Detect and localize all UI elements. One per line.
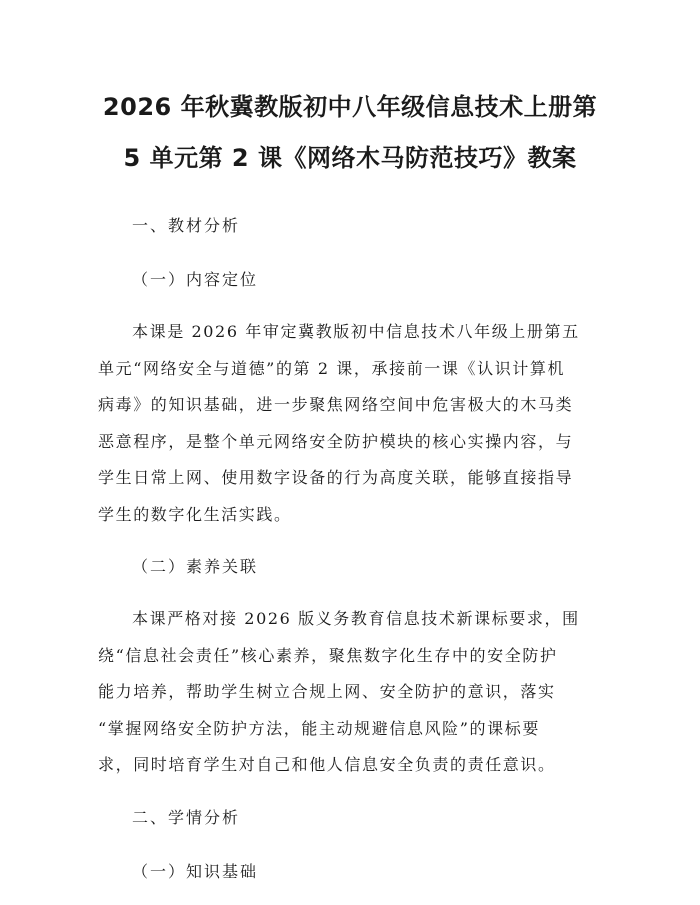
paragraph-line: 单元“网络安全与道德”的第 2 课，承接前一课《认识计算机 [98, 358, 566, 378]
paragraph-line: 学生日常上网、使用数字设备的行为高度关联，能够直接指导 [98, 468, 574, 487]
subsection-heading-literacy: （二）素养关联 [132, 557, 259, 576]
subsection-heading-knowledge: （一）知识基础 [132, 861, 259, 881]
paragraph-line: 本课是 2026 年审定冀教版初中信息技术八年级上册第五 [132, 322, 580, 341]
section-heading-1: 一、教材分析 [132, 216, 241, 235]
paragraph-content-positioning [98, 314, 602, 533]
paragraph-line: 能力培养，帮助学生树立合规上网、安全防护的意识，落实 [98, 682, 556, 701]
paragraph-line: 绕“信息社会责任”核心素养，聚焦数字化生存中的安全防护 [98, 645, 558, 665]
paragraph-line: 学生的数字化生活实践。 [98, 504, 292, 524]
section-heading-2: 二、学情分析 [132, 807, 241, 827]
subsection-heading-content: （一）内容定位 [132, 270, 259, 289]
paragraph-literacy [98, 601, 602, 784]
paragraph-line: 恶意程序，是整个单元网络安全防护模块的核心实操内容，与 [98, 431, 574, 451]
paragraph-line: 病毒》的知识基础，进一步聚焦网络空间中危害极大的木马类 [98, 395, 574, 414]
title-line-2: 5 单元第 2 课《网络木马防范技巧》教案 [123, 144, 577, 172]
paragraph-line: “掌握网络安全防护方法，能主动规避信息风险”的课标要 [98, 718, 540, 738]
paragraph-line: 求，同时培育学生对自己和他人信息安全负责的责任意识。 [98, 755, 556, 774]
document-title [98, 0, 602, 184]
title-line-1: 2026 年秋冀教版初中八年级信息技术上册第 [102, 93, 598, 121]
paragraph-line: 本课严格对接 2026 版义务教育信息技术新课标要求，围 [132, 609, 580, 628]
